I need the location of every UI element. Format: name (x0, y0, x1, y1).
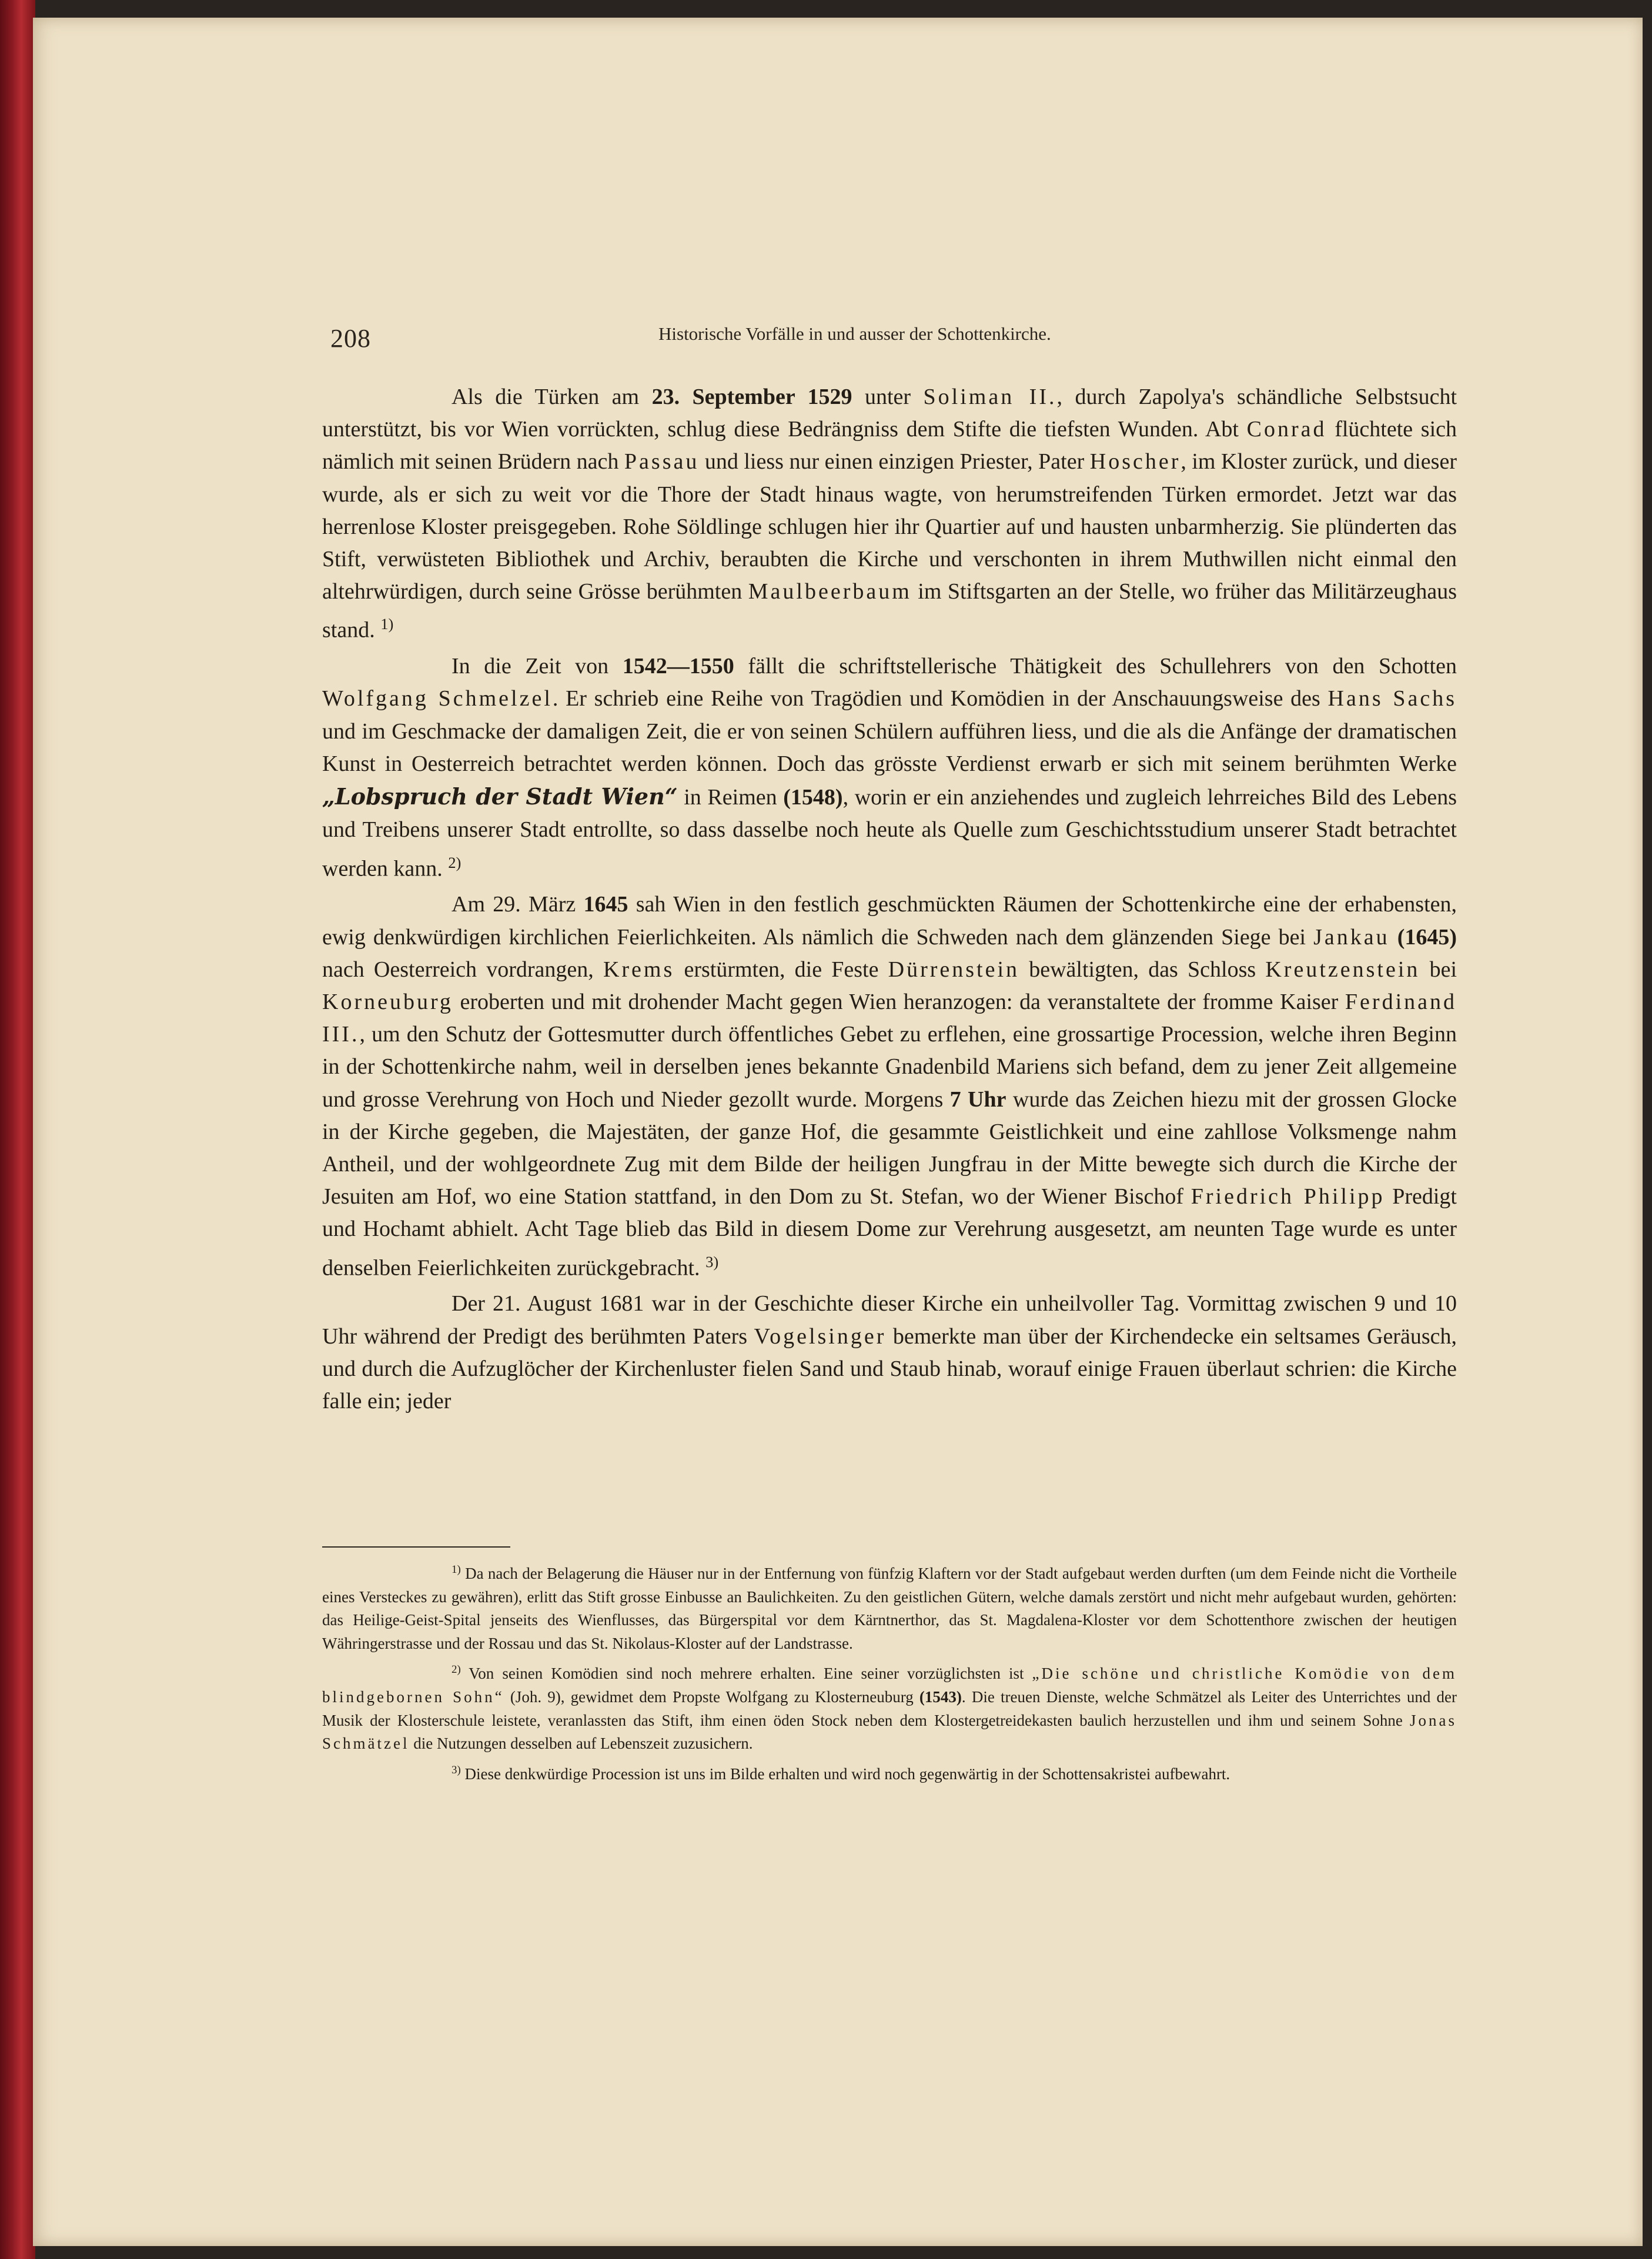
running-title: Historische Vorfälle in und ausser der Schottenkirche. (658, 323, 1051, 344)
work-title: „Lobspruch der Stadt Wien“ (322, 783, 678, 810)
paragraph-4: Der 21. August 1681 war in der Geschichte dieser Kirche ein unheilvoller Tag. Vormittag zwischen 9 und 10 Uhr während der Predigt des berühmten Paters Vogelsinger bemerkte man über der Kirchendecke ein seltsames Geräusch, und durch die Aufzuglöcher der Kirchenluster fielen Sand und Staub hinab, worauf einige Frauen überlaut schrien: die Kirche falle ein; jeder (322, 1291, 1457, 1414)
main-text (322, 381, 1457, 1418)
page-header (330, 323, 1165, 359)
footnotes (322, 1558, 1457, 1786)
paragraph-2: In die Zeit von 1542—1550 fällt die schriftstellerische Thätigkeit des Schullehrers von den Schotten Wolfgang Schmelzel. Er schrieb eine Reihe von Tragödien und Komödien in der Anschauungsweise des Hans Sachs und im Geschmacke der damaligen Zeit, die er von seinen Schülern aufführen liess, und die als die Anfänge der dramatischen Kunst in Oesterreich betrachtet werden können. Doch das grösste Verdienst erwarb er sich mit seinem berühmten Werke „Lobspruch der Stadt Wien“ in Reimen (1548), worin er ein anziehendes und zugleich lehrreiches Bild des Lebens und Treibens unserer Stadt entrollte, so dass dasselbe noch heute als Quelle zum Geschichtsstudium unserer Stadt betrachtet werden kann. $^{2)}$ (322, 654, 1457, 881)
footnote-ref-2: 2) (448, 853, 462, 871)
footnote-3: $^{3)}$ Diese denkwürdige Procession ist uns im Bilde erhalten und wird noch gegenwärtig in der Schottensakristei aufbewahrt. (452, 1763, 1230, 1783)
book-spine-edge (0, 0, 35, 2259)
footnote-2: $^{2)}$ Von seinen Komödien sind noch mehrere erhalten. Eine seiner vorzüglichsten ist „Die schöne und christliche Komödie von dem blindgebornen Sohn“ (Joh. 9), gewidmet dem Propste Wolfgang zu Klosterneuburg (1543). Die treuen Dienste, welche Schmätzel als Leiter des Unterrichtes und der Musik der Klosterschule leistete, veranlassten das Stift, ihm einen öden Stock neben dem Klostergetreidekasten baulich herzustellen und ihm und seinem Sohne Jonas Schmätzel die Nutzungen desselben auf Lebenszeit zuzusichern. (322, 1663, 1457, 1753)
paragraph-1: Als die Türken am 23. September 1529 unter Soliman II., durch Zapolya's schändliche Selbstsucht unterstützt, bis vor Wien vorrückten, schlug diese Bedrängniss dem Stifte die tiefsten Wunden. Abt Conrad flüchtete sich nämlich mit seinen Brüdern nach Passau und liess nur einen einzigen Priester, Pater Hoscher, im Kloster zurück, und dieser wurde, als er sich zu weit vor die Thore der Stadt hinaus wagte, von herumstreifenden Türken ermordet. Jetzt war das herrenlose Kloster preisgegeben. Rohe Söldlinge schlugen hier ihr Quartier auf und hausten unbarmherzig. Sie plünderten das Stift, verwüsteten Bibliothek und Archiv, beraubten die Kirche und verschonten in ihrem Muthwillen nicht einmal den altehrwürdigen, durch seine Grösse berühmten Maulbeerbaum im Stiftsgarten an der Stelle, wo früher das Militärzeughaus stand. $^{1)}$ (322, 385, 1457, 643)
footnote-ref-3: 3) (705, 1252, 719, 1271)
page-number: 208 (330, 324, 371, 353)
footnote-1: $^{1)}$ Da nach der Belagerung die Häuser nur in der Entfernung von fünfzig Klaftern vor der Stadt aufgebaut werden durften (um dem Feinde nicht die Vortheile eines Versteckes zu gewähren), erlitt das Stift grosse Einbusse an Baulichkeiten. Zu den geistlichen Gütern, welche damals zerstört und nicht mehr aufgebaut wurden, gehörten: das Heilige-Geist-Spital jenseits des Wienflusses, das Bürgerspital vor dem Kärntnerthor, das St. Magdalena-Kloster vor dem Schottenthore zwischen der heutigen Währingerstrasse und der Rossau und das St. Nikolaus-Kloster auf der Landstrasse. (322, 1563, 1457, 1652)
footnote-ref-1: 1) (380, 615, 394, 633)
paragraph-3: Am 29. März 1645 sah Wien in den festlich geschmückten Räumen der Schottenkirche eine der erhabensten, ewig denkwürdigen kirchlichen Feierlichkeiten. Als nämlich die Schweden nach dem glänzenden Siege bei Jankau (1645) nach Oesterreich vordrangen, Krems erstürmten, die Feste Dürrenstein bewältigten, das Schloss Kreutzenstein bei Korneuburg eroberten und mit drohender Macht gegen Wien heranzogen: da veranstaltete der fromme Kaiser Ferdinand III., um den Schutz der Gottesmutter durch öffentliches Gebet zu erflehen, eine grossartige Procession, welche ihren Beginn in der Schottenkirche nahm, weil in derselben jenes bekannte Gnadenbild Mariens sich befand, dem zu jener Zeit allgemeine und grosse Verehrung von Hoch und Nieder gezollt wurde. Morgens 7 Uhr wurde das Zeichen hiezu mit der grossen Glocke in der Kirche gegeben, die Majestäten, der ganze Hof, die gesammte Geistlichkeit und eine zahllose Volksmenge nahm Antheil, und der wohlgeordnete Zug mit dem Bilde der heiligen Jungfrau in der Mitte bewegte sich durch die Kirche der Jesuiten am Hof, wo eine Station stattfand, in den Dom zu St. Stefan, wo der Wiener Bischof Friedrich Philipp Predigt und Hochamt abhielt. Acht Tage blieb das Bild in diesem Dome zur Verehrung ausgesetzt, am neunten Tage wurde es unter denselben Feierlichkeiten zurückgebracht. $^{3)}$ (322, 892, 1457, 1281)
footnote-divider (322, 1546, 510, 1548)
